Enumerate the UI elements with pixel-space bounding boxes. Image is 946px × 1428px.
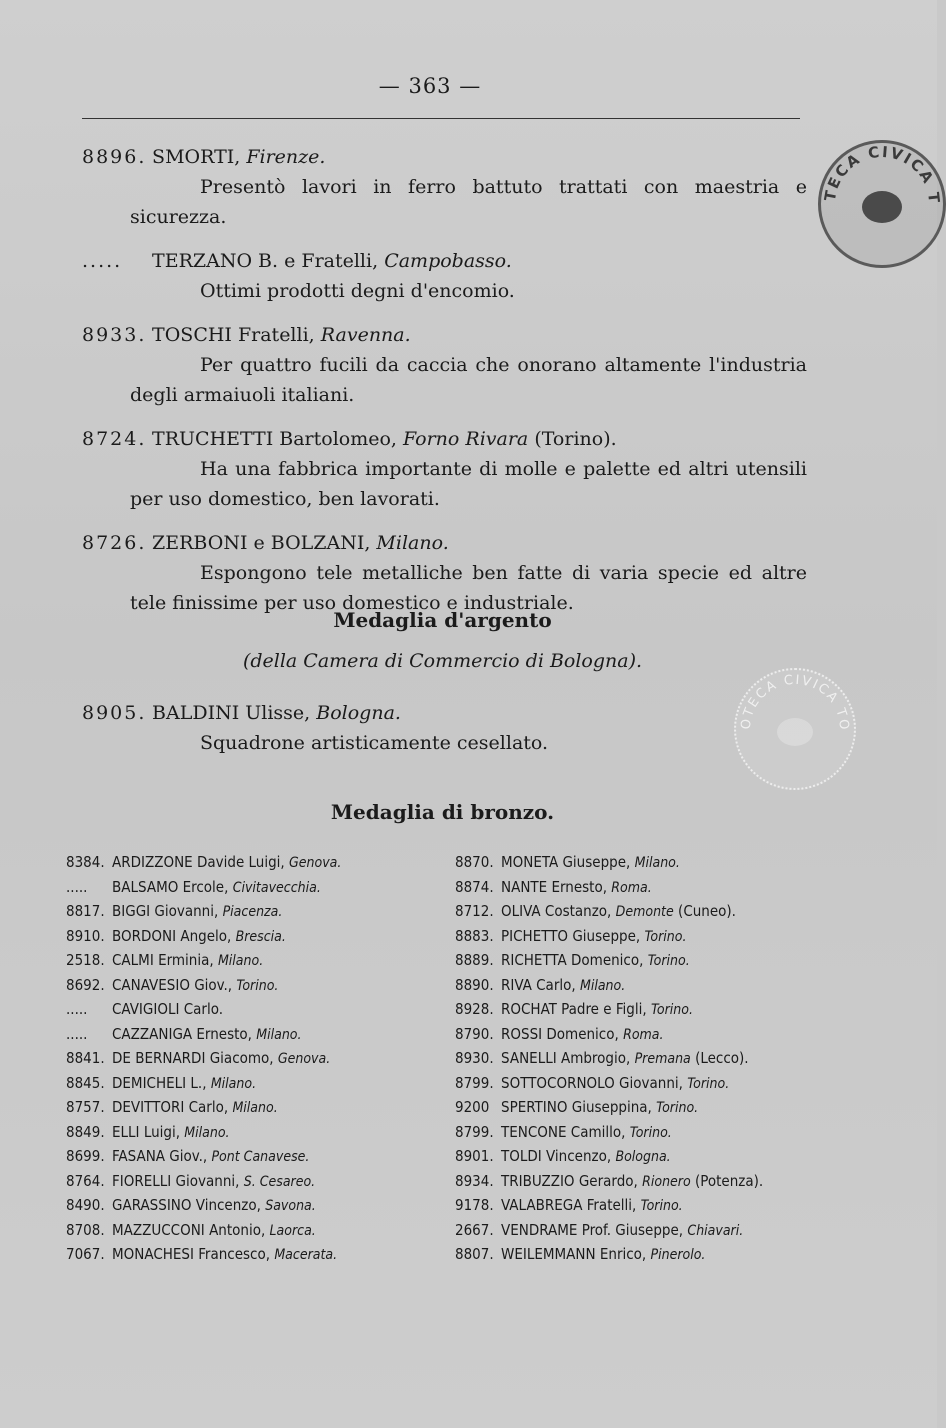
list-item — [455, 1120, 835, 1145]
entry-name: TERZANO B. e Fratelli, — [152, 250, 379, 272]
list-item-number: 9200 — [455, 1098, 490, 1116]
silver-entry — [82, 698, 807, 758]
list-item-name: FIORELLI Giovanni, — [112, 1171, 240, 1190]
list-item-number: ..... — [66, 1000, 88, 1018]
list-item — [455, 1095, 835, 1120]
list-item-name: TOLDI Vincenzo, — [501, 1147, 612, 1165]
list-item — [66, 1120, 446, 1145]
list-item-number: 8934. — [455, 1171, 494, 1190]
list-item — [66, 1193, 446, 1218]
list-item-city: Laorca. — [269, 1222, 316, 1239]
entry-name: ZERBONI e BOLZANI, — [152, 532, 371, 554]
entry-description: Espongono tele metalliche ben fatte di varia specie ed altre tele finissime per uso domestico e industriale. — [130, 562, 807, 614]
list-item — [455, 1046, 835, 1071]
entry — [82, 142, 807, 232]
list-item — [455, 1218, 835, 1243]
list-item — [66, 1242, 446, 1267]
list-item — [455, 875, 835, 900]
list-item — [455, 1169, 835, 1194]
list-item — [455, 1193, 835, 1218]
entry-number: 8896. — [82, 146, 147, 168]
list-item — [455, 1242, 835, 1267]
entry-number: 8726. — [82, 532, 147, 554]
list-item-number: 8845. — [66, 1073, 105, 1092]
library-stamp-graphic — [821, 143, 943, 265]
list-item — [66, 948, 446, 973]
list-item-number: 8870. — [455, 853, 494, 871]
list-item-number: 2518. — [66, 951, 105, 969]
entry-heading — [82, 142, 807, 172]
list-item-city: Brescia. — [235, 928, 286, 945]
list-item-number: 8817. — [66, 902, 105, 920]
list-item-number: 8841. — [66, 1049, 105, 1067]
list-item-number: 8799. — [455, 1073, 494, 1092]
entry-description: Ottimi prodotti degni d'encomio. — [200, 280, 515, 302]
list-item-name: PICHETTO Giuseppe, — [501, 926, 641, 945]
list-item-city: Roma. — [611, 879, 652, 896]
list-item — [66, 875, 446, 900]
list-item — [66, 1046, 446, 1071]
list-item-name: DEVITTORI Carlo, — [112, 1098, 229, 1116]
entry-heading — [82, 246, 807, 276]
list-item-city: Torino. — [629, 1124, 672, 1141]
list-item-name: VENDRAME Prof. Giuseppe, — [501, 1220, 684, 1239]
list-item-number: 2667. — [455, 1220, 494, 1239]
list-item-city: Milano. — [210, 1075, 257, 1092]
library-stamp — [818, 140, 946, 268]
header-rule — [82, 118, 800, 119]
entry-city: Milano. — [376, 532, 449, 554]
list-item-number: 8790. — [455, 1024, 494, 1043]
list-item-name: WEILEMMANN Enrico, — [501, 1245, 647, 1263]
list-item-city: Piacenza. — [222, 904, 283, 920]
list-item-number: 9178. — [455, 1196, 494, 1214]
list-item-city: Genova. — [289, 855, 342, 871]
list-item-city: Civitavecchia. — [232, 879, 321, 896]
entry-number: 8933. — [82, 324, 147, 346]
list-item-city: Torino. — [640, 1198, 683, 1214]
list-item-city: Premana — [634, 1051, 691, 1067]
list-item-number: 8807. — [455, 1245, 494, 1263]
list-item-name: ROSSI Domenico, — [501, 1024, 619, 1043]
list-item-name: RICHETTA Domenico, — [501, 951, 644, 969]
list-item-name: TENCONE Camillo, — [501, 1122, 626, 1141]
entry-name: TRUCHETTI Bartolomeo, — [152, 428, 397, 450]
list-item-city: Milano. — [217, 953, 264, 969]
list-item-number: 8699. — [66, 1147, 105, 1165]
list-item-name: BIGGI Giovanni, — [112, 902, 219, 920]
entry-city: Forno Rivara — [403, 428, 529, 450]
bronze-list-left — [66, 850, 446, 1267]
entry-name: TOSCHI Fratelli, — [152, 324, 315, 346]
list-item-name: FASANA Giov., — [112, 1147, 208, 1165]
list-item-name: MAZZUCCONI Antonio, — [112, 1220, 266, 1239]
entry-description: Ha una fabbrica importante di molle e palette ed altri utensili per uso domestico, ben lavorati. — [130, 458, 807, 510]
list-item-name: DE BERNARDI Giacomo, — [112, 1049, 274, 1067]
list-item — [66, 1218, 446, 1243]
list-item-city: Savona. — [265, 1198, 316, 1214]
list-item-name: CAZZANIGA Ernesto, — [112, 1024, 252, 1043]
list-item-city: Milano. — [634, 855, 680, 871]
list-item — [66, 1071, 446, 1096]
list-item-name: SANELLI Ambrogio, — [501, 1049, 631, 1067]
entry-number: 8905. — [82, 702, 147, 724]
list-item-name: CALMI Erminia, — [112, 951, 214, 969]
list-item-number: 8799. — [455, 1122, 494, 1141]
entry — [82, 246, 807, 306]
list-item-city: Demonte — [615, 904, 674, 920]
list-item-name: OLIVA Costanzo, — [501, 902, 612, 920]
list-item-city: Pont Canavese. — [211, 1149, 310, 1165]
bronze-medal-title: Medaglia di bronzo. — [330, 800, 555, 824]
list-item-extra: (Cuneo). — [678, 902, 736, 920]
list-item-number: 8910. — [66, 926, 105, 945]
list-item-city: Milano. — [232, 1100, 278, 1116]
entry-number: ..... — [82, 250, 123, 272]
list-item — [66, 1169, 446, 1194]
list-item — [455, 1022, 835, 1047]
list-item-number: 8883. — [455, 926, 494, 945]
list-item-number: 8874. — [455, 877, 494, 896]
list-item-name: MONETA Giuseppe, — [501, 853, 631, 871]
list-item-city: Rionero — [642, 1173, 691, 1190]
list-item-number: 8490. — [66, 1196, 105, 1214]
list-item-number: 8384. — [66, 853, 105, 871]
list-item-name: SPERTINO Giuseppina, — [501, 1098, 652, 1116]
list-item-name: ELLI Luigi, — [112, 1122, 180, 1141]
list-item-city: Torino. — [687, 1075, 730, 1092]
list-item-name: SOTTOCORNOLO Giovanni, — [501, 1073, 683, 1092]
list-item-number: 8712. — [455, 902, 494, 920]
list-item-city: Milano. — [184, 1124, 230, 1141]
list-item — [455, 1144, 835, 1169]
entry-description: Squadrone artisticamente cesellato. — [200, 732, 549, 754]
list-item-extra: (Potenza). — [694, 1171, 764, 1190]
list-item — [66, 973, 446, 998]
list-item-number: 8890. — [455, 975, 494, 994]
list-item-name: RIVA Carlo, — [501, 975, 576, 994]
page-number: — 363 — — [378, 74, 482, 98]
list-item-city: Torino. — [236, 977, 279, 994]
list-item-number: 8692. — [66, 975, 105, 994]
list-item-number: ..... — [66, 877, 88, 896]
entry-description: Presentò lavori in ferro battuto trattati con maestria e sicurezza. — [130, 176, 807, 228]
entry — [82, 320, 807, 410]
list-item-name: GARASSINO Vincenzo, — [112, 1196, 261, 1214]
list-item-name: VALABREGA Fratelli, — [501, 1196, 637, 1214]
entry — [82, 424, 807, 514]
list-item — [66, 997, 446, 1022]
list-item — [455, 948, 835, 973]
entry-city: Campobasso. — [384, 250, 512, 272]
list-item — [66, 1095, 446, 1120]
list-item-number: 7067. — [66, 1245, 105, 1263]
entries-list — [82, 142, 807, 632]
list-item-name: DEMICHELI L., — [112, 1073, 207, 1092]
entry-description: Per quattro fucili da caccia che onorano altamente l'industria degli armaiuoli italiani. — [130, 354, 807, 406]
list-item-city: Macerata. — [274, 1247, 338, 1263]
list-item — [455, 850, 835, 875]
entry-name: BALDINI Ulisse, — [152, 702, 311, 724]
entry-city: Bologna. — [316, 702, 401, 724]
entry-heading — [82, 528, 807, 558]
list-item-city: Genova. — [277, 1051, 331, 1067]
entry — [82, 528, 807, 618]
entry-number: 8724. — [82, 428, 147, 450]
list-item — [66, 899, 446, 924]
entry-heading — [82, 424, 807, 454]
list-item-number: 8764. — [66, 1171, 105, 1190]
bronze-list-right — [455, 850, 835, 1267]
entry-heading — [82, 320, 807, 350]
list-item-number: 8928. — [455, 1000, 494, 1018]
list-item — [66, 1144, 446, 1169]
list-item-name: MONACHESI Francesco, — [112, 1245, 271, 1263]
list-item — [455, 973, 835, 998]
list-item-city: Torino. — [650, 1002, 693, 1018]
faint-stamp-text: OTECA CIVICA TO — [738, 672, 852, 732]
list-item — [455, 1071, 835, 1096]
list-item-name: ARDIZZONE Davide Luigi, — [112, 853, 285, 871]
list-item-number: 8757. — [66, 1098, 105, 1116]
list-item-name: CAVIGIOLI Carlo. — [112, 1000, 223, 1018]
list-item — [455, 997, 835, 1022]
silver-medal-title: Medaglia d'argento — [333, 608, 552, 632]
silver-medal-subtitle: (della Camera di Commercio di Bologna). — [242, 650, 643, 672]
list-item-name: BORDONI Angelo, — [112, 926, 232, 945]
list-item — [66, 1022, 446, 1047]
list-item-city: Torino. — [644, 928, 687, 945]
list-item-number: 8901. — [455, 1147, 494, 1165]
list-item-name: BALSAMO Ercole, — [112, 877, 229, 896]
list-item-city: Milano. — [256, 1026, 302, 1043]
list-item-number: 8889. — [455, 951, 494, 969]
list-item-number: 8930. — [455, 1049, 494, 1067]
list-item-city: Torino. — [656, 1100, 699, 1116]
list-item-name: TRIBUZZIO Gerardo, — [501, 1171, 638, 1190]
list-item-city: Torino. — [647, 953, 690, 969]
list-item-city: Roma. — [623, 1026, 664, 1043]
list-item-city: Milano. — [579, 977, 626, 994]
list-item-name: CANAVESIO Giov., — [112, 975, 233, 994]
entry-suffix: (Torino). — [534, 428, 617, 450]
entry-city: Ravenna. — [320, 324, 411, 346]
entry-city: Firenze. — [246, 146, 326, 168]
entry-heading — [82, 698, 807, 728]
list-item-number: ..... — [66, 1024, 88, 1043]
list-item-extra: (Lecco). — [695, 1049, 749, 1067]
list-item-number: 8708. — [66, 1220, 105, 1239]
list-item-city: Pinerolo. — [650, 1247, 706, 1263]
list-item — [455, 899, 835, 924]
list-item-number: 8849. — [66, 1122, 105, 1141]
stamp-text: TECA CIVICA T — [821, 143, 943, 206]
list-item — [66, 924, 446, 949]
list-item — [66, 850, 446, 875]
entry-name: SMORTI, — [152, 146, 241, 168]
list-item — [455, 924, 835, 949]
list-item-city: Chiavari. — [687, 1222, 744, 1239]
list-item-city: S. Cesareo. — [243, 1173, 316, 1190]
list-item-city: Bologna. — [615, 1149, 671, 1165]
list-item-name: ROCHAT Padre e Figli, — [501, 1000, 647, 1018]
list-item-name: NANTE Ernesto, — [501, 877, 607, 896]
